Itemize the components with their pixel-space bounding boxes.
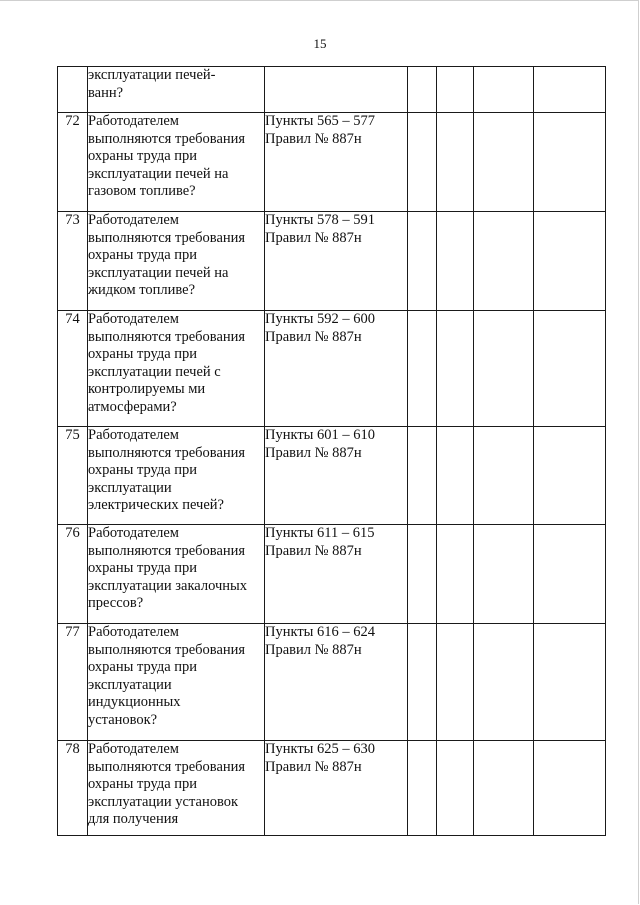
table-row [58, 525, 606, 624]
answer-yes-cell [408, 427, 437, 525]
item-number: 73 [65, 212, 80, 228]
table-row [58, 67, 606, 113]
item-number: 75 [65, 427, 80, 443]
answer-yes-cell [408, 741, 437, 836]
question-text: Работодателем выполняются требования охраны труда при эксплуатации печей с контролируемы ми атмосферами? [88, 311, 246, 415]
answer-no-cell [437, 311, 474, 427]
reference-cell [265, 311, 408, 427]
note-cell [534, 624, 606, 741]
item-number: 72 [65, 113, 80, 129]
item-number-cell [58, 525, 88, 624]
reference-text: Пункты 611 – 615 Правил № 887н [265, 525, 375, 559]
question-text: Работодателем выполняются требования охраны труда при эксплуатации печей на жидком топливе? [88, 212, 246, 298]
answer-yes-cell [408, 624, 437, 741]
answer-yes-cell [408, 212, 437, 311]
answer-na-cell [474, 311, 534, 427]
reference-text: Пункты 578 – 591 Правил № 887н [265, 212, 376, 246]
note-cell [534, 113, 606, 212]
answer-na-cell [474, 624, 534, 741]
question-text: Работодателем выполняются требования охраны труда при эксплуатации индукционных установок? [88, 624, 246, 728]
answer-yes-cell [408, 525, 437, 624]
question-cell [88, 212, 265, 311]
question-text: Работодателем выполняются требования охраны труда при эксплуатации печей на газовом топливе? [88, 113, 246, 199]
item-number-cell [58, 427, 88, 525]
reference-cell [265, 67, 408, 113]
question-cell [88, 67, 265, 113]
answer-na-cell [474, 113, 534, 212]
question-text: эксплуатации печей- ванн? [88, 67, 216, 101]
answer-na-cell [474, 427, 534, 525]
question-cell [88, 741, 265, 836]
item-number: 74 [65, 311, 80, 327]
item-number-cell [58, 212, 88, 311]
item-number: 77 [65, 624, 80, 640]
question-text: Работодателем выполняются требования охраны труда при эксплуатации установок для получения [88, 741, 246, 827]
answer-na-cell [474, 67, 534, 113]
question-cell [88, 113, 265, 212]
note-cell [534, 212, 606, 311]
reference-text: Пункты 592 – 600 Правил № 887н [265, 311, 376, 345]
question-cell [88, 525, 265, 624]
item-number: 76 [65, 525, 80, 541]
answer-no-cell [437, 624, 474, 741]
table-row [58, 741, 606, 836]
answer-no-cell [437, 741, 474, 836]
page-number: 15 [313, 36, 327, 51]
reference-cell [265, 427, 408, 525]
question-cell [88, 311, 265, 427]
item-number-cell [58, 624, 88, 741]
item-number-cell [58, 113, 88, 212]
reference-cell [265, 113, 408, 212]
table-row [58, 212, 606, 311]
item-number-cell [58, 311, 88, 427]
question-text: Работодателем выполняются требования охраны труда при эксплуатации электрических печей? [88, 427, 246, 513]
answer-no-cell [437, 113, 474, 212]
question-cell [88, 624, 265, 741]
note-cell [534, 67, 606, 113]
answer-yes-cell [408, 67, 437, 113]
item-number: 78 [65, 741, 80, 757]
answer-no-cell [437, 67, 474, 113]
answer-na-cell [474, 212, 534, 311]
table-row [58, 624, 606, 741]
item-number-cell [58, 741, 88, 836]
answer-no-cell [437, 525, 474, 624]
reference-cell [265, 525, 408, 624]
answer-yes-cell [408, 113, 437, 212]
answer-na-cell [474, 525, 534, 624]
answer-na-cell [474, 741, 534, 836]
table-row [58, 113, 606, 212]
checklist-table [57, 66, 606, 836]
reference-text: Пункты 565 – 577 Правил № 887н [265, 113, 376, 147]
reference-text: Пункты 601 – 610 Правил № 887н [265, 427, 376, 461]
answer-no-cell [437, 212, 474, 311]
reference-text: Пункты 616 – 624 Правил № 887н [265, 624, 376, 658]
item-number-cell [58, 67, 88, 113]
table-row [58, 311, 606, 427]
reference-cell [265, 624, 408, 741]
note-cell [534, 741, 606, 836]
table-row [58, 427, 606, 525]
note-cell [534, 311, 606, 427]
note-cell [534, 525, 606, 624]
answer-yes-cell [408, 311, 437, 427]
reference-text: Пункты 625 – 630 Правил № 887н [265, 741, 376, 775]
reference-cell [265, 212, 408, 311]
note-cell [534, 427, 606, 525]
reference-cell [265, 741, 408, 836]
question-text: Работодателем выполняются требования охраны труда при эксплуатации закалочных прессов? [88, 525, 248, 611]
answer-no-cell [437, 427, 474, 525]
question-cell [88, 427, 265, 525]
